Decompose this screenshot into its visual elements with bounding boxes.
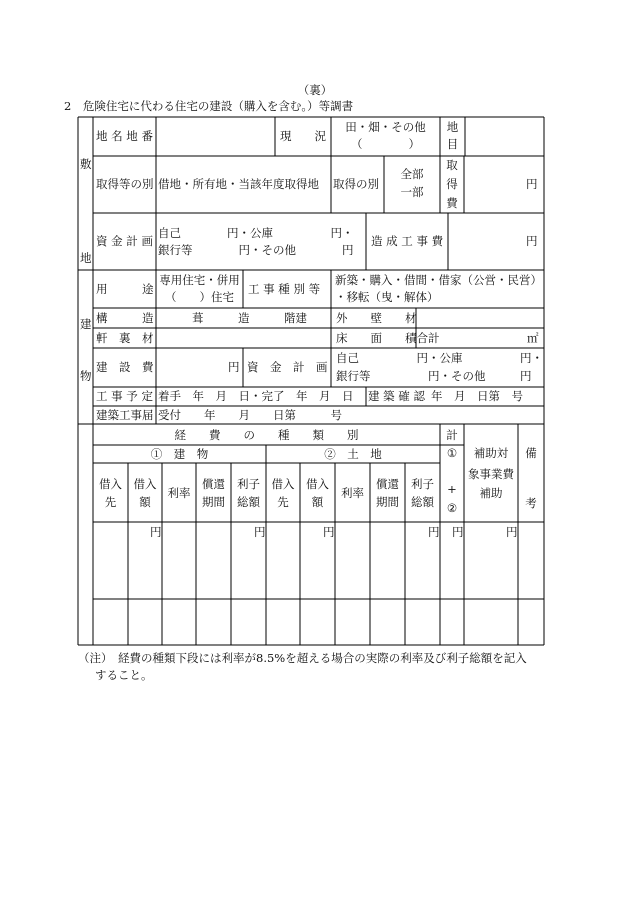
acquisition-all: 全部 <box>400 167 424 181</box>
use-label: 用 途 <box>96 282 154 296</box>
work-type-label: 工 事 種 別 等 <box>248 282 321 296</box>
floor-area-label: 床 面 積合計 <box>336 331 440 345</box>
section-site-char-2: 地 <box>80 251 92 265</box>
subsidy-label-2: 象事業費 <box>468 467 514 481</box>
expense-title: 経 費 の 種 類 別 <box>174 428 359 442</box>
l-interest-yen: 円 <box>428 525 440 539</box>
structure-value: 葺 造 階建 <box>192 311 307 325</box>
acquisition-kind-label: 取得の別 <box>333 177 379 191</box>
eaves-label: 軒 裏 材 <box>96 331 154 345</box>
col-l-term-2: 期間 <box>376 495 399 509</box>
use-mixed-blank: （ ）住宅 <box>165 290 234 304</box>
col-l-lender-2: 先 <box>277 495 289 509</box>
acquisition-part: 一部 <box>400 185 424 199</box>
col-b-interest-1: 利子 <box>237 477 260 491</box>
acquisition-type-label: 取得等の別 <box>96 177 154 191</box>
col-l-interest-1: 利子 <box>411 477 434 491</box>
back-side-label: （裏） <box>297 83 333 97</box>
section-building-char-1: 建 <box>80 317 92 331</box>
col-l-lender-1: 借入 <box>271 477 295 491</box>
site-funding-label: 資 金 計 画 <box>96 234 153 248</box>
permit-value: 年 月 日第 号 <box>431 389 523 403</box>
note-label: （注） <box>78 651 113 665</box>
col-l-interest-2: 総額 <box>411 495 434 509</box>
acquisition-cost-label-1: 取 <box>446 158 458 172</box>
b-amount-yen: 円 <box>150 525 162 539</box>
note-line-2: すること。 <box>95 668 153 682</box>
remarks-label-2: 考 <box>525 496 537 510</box>
total-label-1: 計 <box>446 428 458 442</box>
expense-group-land: ② 土 地 <box>324 447 382 461</box>
b-interest-yen: 円 <box>254 525 266 539</box>
subsidy-yen: 円 <box>506 525 518 539</box>
acquisition-cost-label-3: 費 <box>446 196 458 210</box>
section-site-char-1: 敷 <box>80 157 92 171</box>
construction-notice-value: 受付 年 月 日第 号 <box>158 408 342 422</box>
col-b-rate: 利率 <box>167 486 191 500</box>
building-funding-label: 資 金 計 画 <box>247 360 328 374</box>
acquisition-cost-yen: 円 <box>526 177 538 191</box>
building-funding-line-2: 銀行等 円・その他 円 <box>336 369 532 383</box>
subsidy-label-3: 補助 <box>479 486 503 500</box>
form-heading: 2 危険住宅に代わる住宅の建設（購入を含む。）等調書 <box>64 99 354 113</box>
schedule-label: 工 事 予 定 <box>96 389 153 403</box>
col-b-amount-2: 額 <box>139 495 151 509</box>
expense-group-building: ① 建 物 <box>150 447 209 461</box>
status-other-blank: （ ） <box>351 137 420 151</box>
site-funding-line-2: 銀行等 円・その他 円 <box>158 243 354 257</box>
status-label: 現 況 <box>280 129 326 143</box>
exterior-wall-label: 外 壁 材 <box>336 311 417 325</box>
acquisition-cost-label-2: 得 <box>446 177 458 191</box>
subsidy-label-1: 補助対 <box>473 446 509 460</box>
col-l-amount-1: 借入 <box>306 477 329 491</box>
note-line-1: 経費の種類下段には利率が8.5%を超える場合の実際の利率及び利子総額を記入 <box>118 651 527 665</box>
work-type-options-1: 新築・購入・借間・借家（公営・民営） <box>335 273 542 287</box>
building-funding-line-1: 自己 円・公庫 円・ <box>336 351 543 365</box>
site-funding-line-1: 自己 円・公庫 円・ <box>158 226 354 240</box>
floor-area-unit: ㎡ <box>527 331 539 345</box>
structure-label: 構 造 <box>96 311 154 325</box>
land-category-label-2: 目 <box>446 137 459 151</box>
building-cost-label: 建 設 費 <box>96 360 154 374</box>
work-type-options-2: ・移転（曳・解体） <box>335 290 439 304</box>
total-label-2: ① <box>446 446 458 460</box>
building-cost-yen: 円 <box>228 360 240 374</box>
col-b-term-2: 期間 <box>202 495 225 509</box>
total-label-4: ② <box>446 501 458 515</box>
total-yen: 円 <box>452 525 464 539</box>
acquisition-type-options: 借地・所有地・当該年度取得地 <box>158 177 319 191</box>
col-b-lender-2: 先 <box>104 495 117 509</box>
col-l-term-1: 償還 <box>376 477 399 491</box>
remarks-label-1: 備 <box>525 446 537 460</box>
land-category-label-1: 地 <box>446 120 459 134</box>
col-l-amount-2: 額 <box>311 495 324 509</box>
grading-cost-label: 造 成 工 事 費 <box>371 234 444 248</box>
permit-label: 建 築 確 認 <box>368 389 425 403</box>
col-b-interest-2: 総額 <box>237 495 260 509</box>
schedule-value: 着手 年 月 日・完了 年 月 日 <box>158 389 354 403</box>
col-b-lender-1: 借入 <box>99 477 122 491</box>
total-label-3: + <box>447 482 457 496</box>
col-b-term-1: 償還 <box>202 477 225 491</box>
col-l-rate: 利率 <box>341 486 364 500</box>
grading-cost-yen: 円 <box>526 234 538 248</box>
lot-number-label: 地 名 地 番 <box>96 129 153 143</box>
use-options: 専用住宅・併用 <box>159 273 240 287</box>
construction-notice-label: 建築工事届 <box>96 408 154 422</box>
status-options: 田・畑・その他 <box>345 120 426 134</box>
section-building-char-2: 物 <box>80 369 92 383</box>
col-b-amount-1: 借入 <box>133 477 157 491</box>
l-amount-yen: 円 <box>323 525 335 539</box>
